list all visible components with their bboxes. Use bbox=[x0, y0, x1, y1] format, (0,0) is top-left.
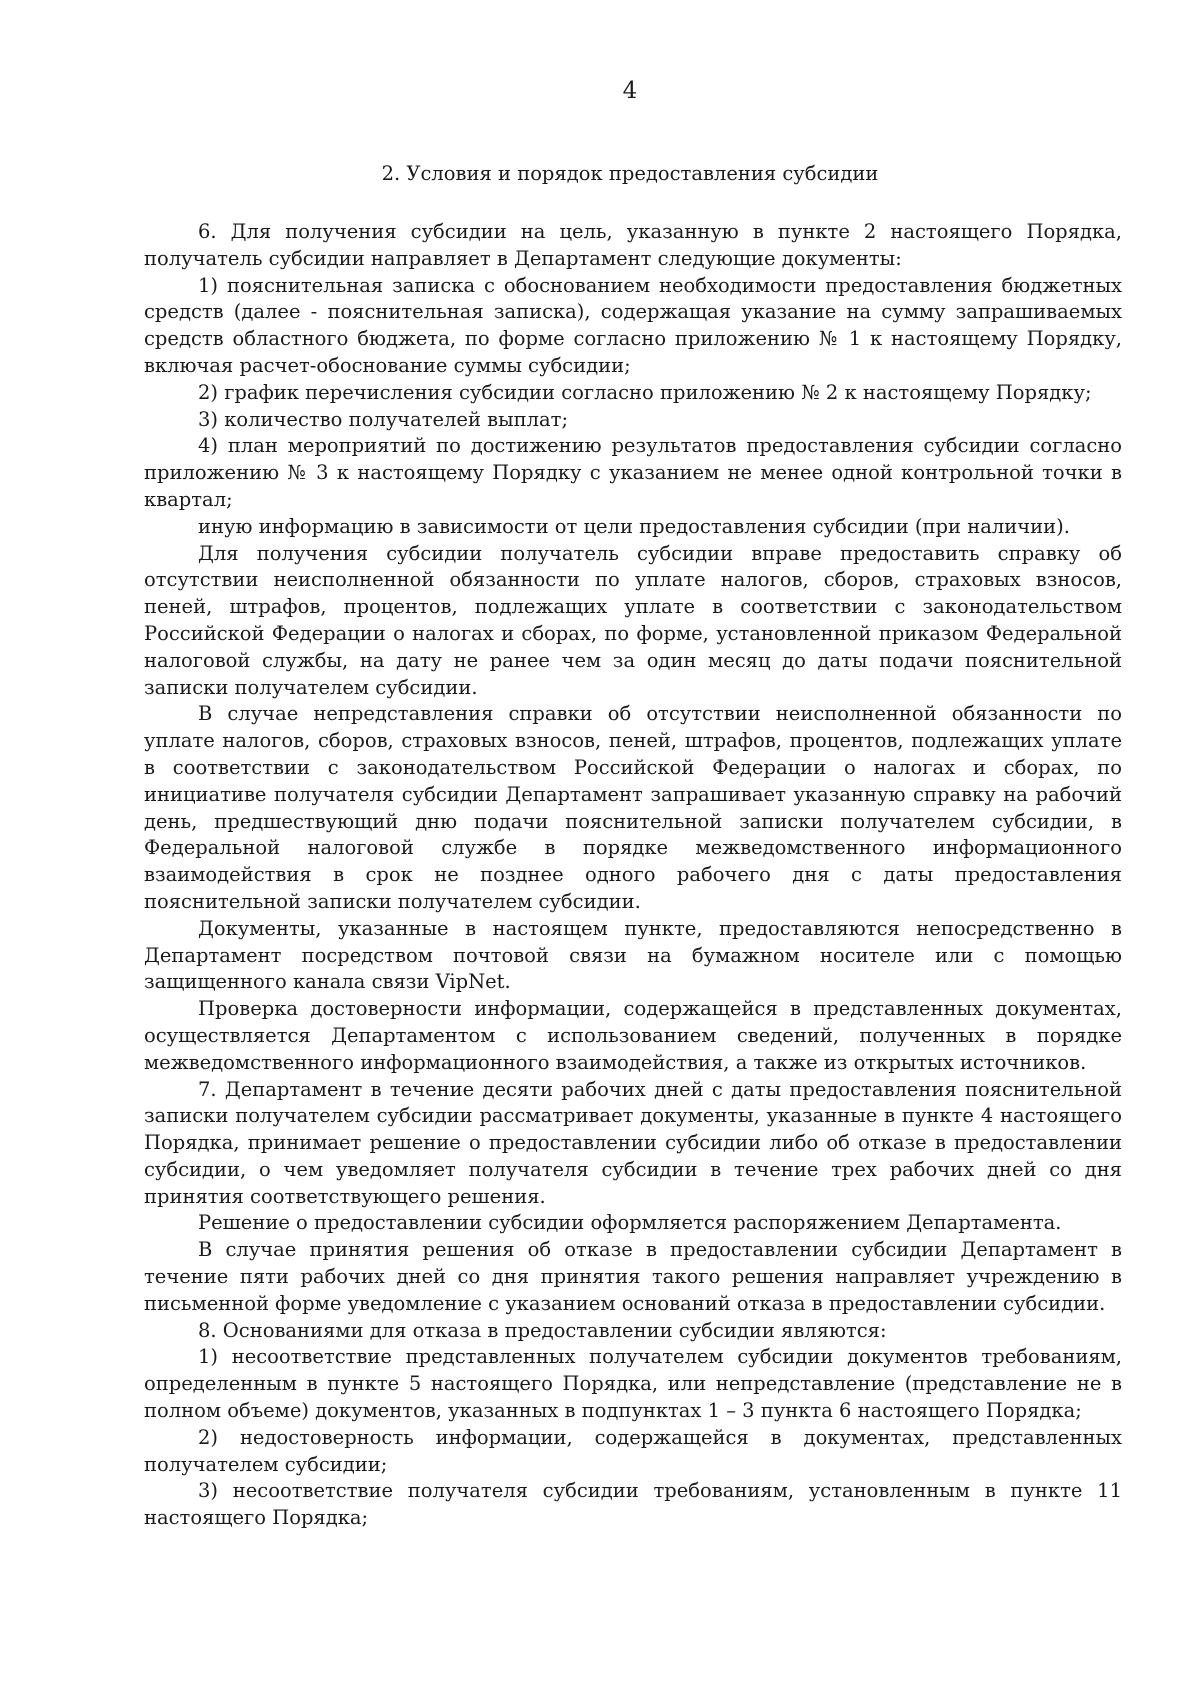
page-number: 4 bbox=[622, 78, 638, 104]
paragraph: 3) количество получателей выплат; bbox=[198, 407, 569, 431]
document-body bbox=[144, 219, 1122, 1532]
paragraph: 4) план мероприятий по достижению результатов предоставления субсидии согласно приложению № 3 к настоящему Порядку с указанием не менее одной контрольной точки в квартал; bbox=[144, 434, 1122, 511]
paragraph: В случае принятия решения об отказе в предоставлении субсидии Департамент в течение пяти рабочих дней со дня принятия такого решения направляет учреждению в письменной форме уведомление с указанием оснований отказа в предоставлении субсидии. bbox=[144, 1238, 1122, 1315]
paragraph: иную информацию в зависимости от цели предоставления субсидии (при наличии). bbox=[198, 514, 1070, 538]
paragraph: 8. Основаниями для отказа в предоставлении субсидии являются: bbox=[198, 1318, 887, 1342]
paragraph: Решение о предоставлении субсидии оформляется распоряжением Департамента. bbox=[198, 1211, 1062, 1235]
paragraph: 3) несоответствие получателя субсидии требованиям, установленным в пункте 11 настоящего Порядка; bbox=[144, 1479, 1122, 1530]
paragraph: Проверка достоверности информации, содержащейся в представленных документах, осуществляется Департаментом с использованием сведений, полученных в порядке межведомственного информационного взаимодействия, а также из открытых источников. bbox=[144, 997, 1122, 1074]
paragraph: 1) пояснительная записка с обоснованием необходимости предоставления бюджетных средств (далее - пояснительная записка), содержащая указание на сумму запрашиваемых средств областного бюджета, по форме согласно приложению № 1 к настоящему Порядку, включая расчет-обоснование суммы субсидии; bbox=[144, 273, 1122, 377]
section-title: 2. Условия и порядок предоставления субсидии bbox=[381, 162, 879, 185]
paragraph: Для получения субсидии получатель субсидии вправе предоставить справку об отсутствии неисполненной обязанности по уплате налогов, сборов, страховых взносов, пеней, штрафов, процентов, подлежащих уплате в соответствии с законодательством Российской Федерации о налогах и сборах, по форме, установленной приказом Федеральной налоговой службы, на дату не ранее чем за один месяц до даты подачи пояснительной записки получателем субсидии. bbox=[144, 541, 1122, 699]
paragraph: 2) недостоверность информации, содержащейся в документах, представленных получателем субсидии; bbox=[144, 1425, 1122, 1476]
paragraph: В случае непредставления справки об отсутствии неисполненной обязанности по уплате налогов, сборов, страховых взносов, пеней, штрафов, процентов, подлежащих уплате в соответствии с законодательством Российской Федерации о налогах и сборах, по инициативе получателя субсидии Департамент запрашивает указанную справку на рабочий день, предшествующий дню подачи пояснительной записки получателем субсидии, в Федеральной налоговой службе в порядке межведомственного информационного взаимодействия в срок не позднее одного рабочего дня с даты предоставления пояснительной записки получателем субсидии. bbox=[144, 702, 1122, 913]
paragraph: 6. Для получения субсидии на цель, указанную в пункте 2 настоящего Порядка, получатель субсидии направляет в Департамент следующие документы: bbox=[144, 220, 1122, 270]
paragraph: 1) несоответствие представленных получателем субсидии документов требованиям, определенным в пункте 5 настоящего Порядка, или непредставление (представление не в полном объеме) документов, указанных в подпунктах 1 – 3 пункта 6 настоящего Порядка; bbox=[144, 1345, 1122, 1423]
paragraph: 7. Департамент в течение десяти рабочих дней с даты предоставления пояснительной записки получателем субсидии рассматривает документы, указанные в пункте 4 настоящего Порядка, принимает решение о предоставлении субсидии либо об отказе в предоставлении субсидии, о чем уведомляет получателя субсидии в течение трех рабочих дней со дня принятия соответствующего решения. bbox=[144, 1077, 1122, 1208]
paragraph: 2) график перечисления субсидии согласно приложению № 2 к настоящему Порядку; bbox=[198, 380, 1092, 404]
paragraph: Документы, указанные в настоящем пункте, предоставляются непосредственно в Департамент посредством почтовой связи на бумажном носителе или с помощью защищенного канала связи VipNet. bbox=[144, 916, 1122, 994]
